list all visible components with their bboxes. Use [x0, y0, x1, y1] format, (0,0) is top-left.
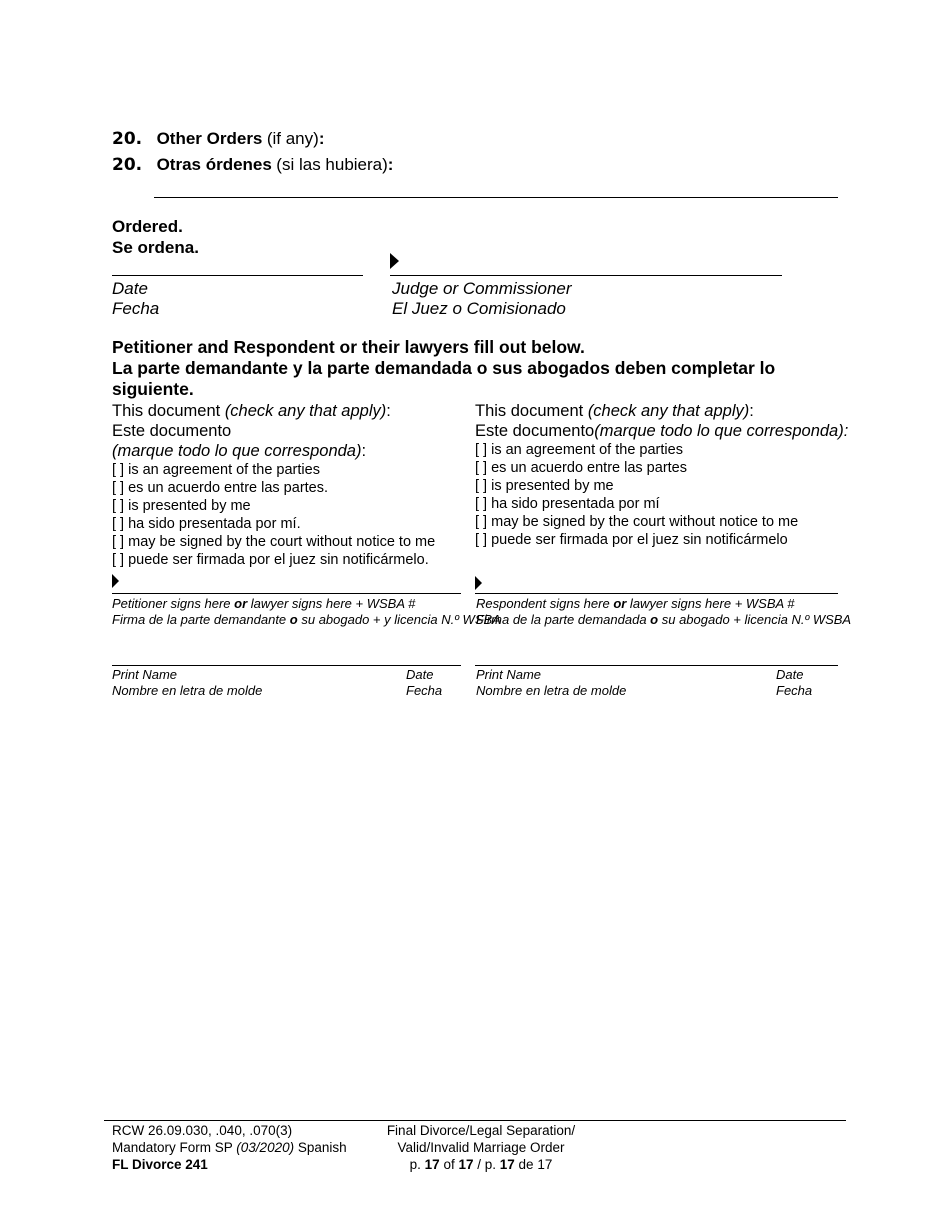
petitioner-print-name-line[interactable]: [112, 665, 461, 666]
parties-heading-en: Petitioner and Respondent or their lawyers fill out below.: [112, 337, 585, 357]
footer-center: [371, 1122, 591, 1173]
section-number-es: 20.: [112, 155, 143, 175]
petitioner-date-label-es: Fecha: [406, 683, 443, 698]
section-title-en: Other Orders: [156, 129, 263, 148]
date-signature-line[interactable]: [112, 275, 363, 276]
petitioner-doc-label-es: Este documento (marque todo lo que corresponda):: [112, 422, 367, 460]
respondent-check-signed-es[interactable]: [ ] puede ser firmada por el juez sin notificármelo: [475, 532, 788, 548]
section-note-en: (if any): [266, 129, 319, 148]
petitioner-date-label: Date: [406, 667, 434, 682]
footer-rule: [104, 1120, 846, 1121]
respondent-check-agreement[interactable]: [ ] is an agreement of the parties: [475, 442, 683, 458]
petitioner-check-signed[interactable]: [ ] may be signed by the court without notice to me: [112, 534, 436, 550]
footer-form-id: FL Divorce 241: [112, 1157, 208, 1172]
respondent-check-agreement-es[interactable]: [ ] es un acuerdo entre las partes: [475, 460, 687, 476]
petitioner-check-agreement-es[interactable]: [ ] es un acuerdo entre las partes.: [112, 480, 329, 496]
respondent-print-name-label-es: Nombre en letra de molde: [476, 683, 627, 698]
footer-rcw: RCW 26.09.030, .040, .070(3): [112, 1123, 293, 1138]
footer-title-2: Valid/Invalid Marriage Order: [397, 1140, 565, 1155]
respondent-sign-caption: Respondent signs here or lawyer signs here + WSBA # Firma de la parte demandada o su abogado + licencia N.º WSBA: [476, 596, 852, 627]
respondent-date-label-es: Fecha: [776, 683, 813, 698]
petitioner-check-presented[interactable]: [ ] is presented by me: [112, 498, 251, 514]
respondent-sign-arrow-icon: [475, 576, 482, 590]
respondent-check-presented-es[interactable]: [ ] ha sido presentada por mí: [475, 496, 660, 512]
respondent-column: [475, 401, 849, 549]
footer-title-1: Final Divorce/Legal Separation/: [386, 1123, 576, 1138]
respondent-doc-label-es: Este documento(marque todo lo que corresponda):: [475, 422, 849, 440]
date-label-en: Date: [112, 279, 148, 298]
section-title-es: Otras órdenes: [156, 155, 272, 174]
judge-sign-arrow-icon: [390, 253, 399, 269]
date-label-es: Fecha: [112, 299, 160, 318]
petitioner-sign-arrow-icon: [112, 574, 119, 588]
petitioner-print-name-label-es: Nombre en letra de molde: [112, 683, 263, 698]
respondent-signature-line[interactable]: [475, 593, 838, 594]
petitioner-check-agreement[interactable]: [ ] is an agreement of the parties: [112, 462, 320, 478]
judge-label-en: Judge or Commissioner: [392, 279, 572, 298]
petitioner-signature-line[interactable]: [112, 593, 461, 594]
respondent-print-name-line[interactable]: [475, 665, 838, 666]
ordered-es: Se ordena.: [112, 238, 199, 257]
footer-page: p. 17 of 17 / p. 17 de 17: [409, 1157, 553, 1172]
judge-label-es: El Juez o Comisionado: [392, 299, 566, 318]
section-number: 20.: [112, 129, 143, 149]
parties-heading-es: La parte demandante y la parte demandada o sus abogados deben completar lo siguiente.: [112, 358, 776, 399]
other-orders-line[interactable]: [154, 197, 838, 198]
petitioner-column: [112, 401, 472, 569]
petitioner-check-signed-es[interactable]: [ ] puede ser firmada por el juez sin notificármelo.: [112, 552, 429, 568]
petitioner-doc-label-en: This document (check any that apply):: [112, 402, 391, 420]
ordered-en: Ordered.: [112, 217, 183, 236]
respondent-check-presented[interactable]: [ ] is presented by me: [475, 478, 614, 494]
petitioner-check-presented-es[interactable]: [ ] ha sido presentada por mí.: [112, 516, 301, 532]
respondent-doc-label-en: This document (check any that apply):: [475, 402, 754, 420]
petitioner-print-name-label: Print Name: [112, 667, 178, 682]
petitioner-sign-caption: Petitioner signs here or lawyer signs here + WSBA # Firma de la parte demandante o su abogado + y licencia N.º WSBA: [112, 596, 501, 627]
section-note-es: (si las hubiera): [276, 155, 388, 174]
footer-left: [112, 1122, 347, 1173]
respondent-print-name-label: Print Name: [476, 667, 542, 682]
section-heading-en: 20. Other Orders (if any):: [112, 129, 325, 149]
footer-mandatory: Mandatory Form SP (03/2020) Spanish: [112, 1140, 347, 1155]
respondent-date-label: Date: [776, 667, 804, 682]
section-heading-es: 20. Otras órdenes (si las hubiera):: [112, 155, 394, 175]
respondent-check-signed[interactable]: [ ] may be signed by the court without notice to me: [475, 514, 799, 530]
judge-signature-line[interactable]: [390, 275, 782, 276]
